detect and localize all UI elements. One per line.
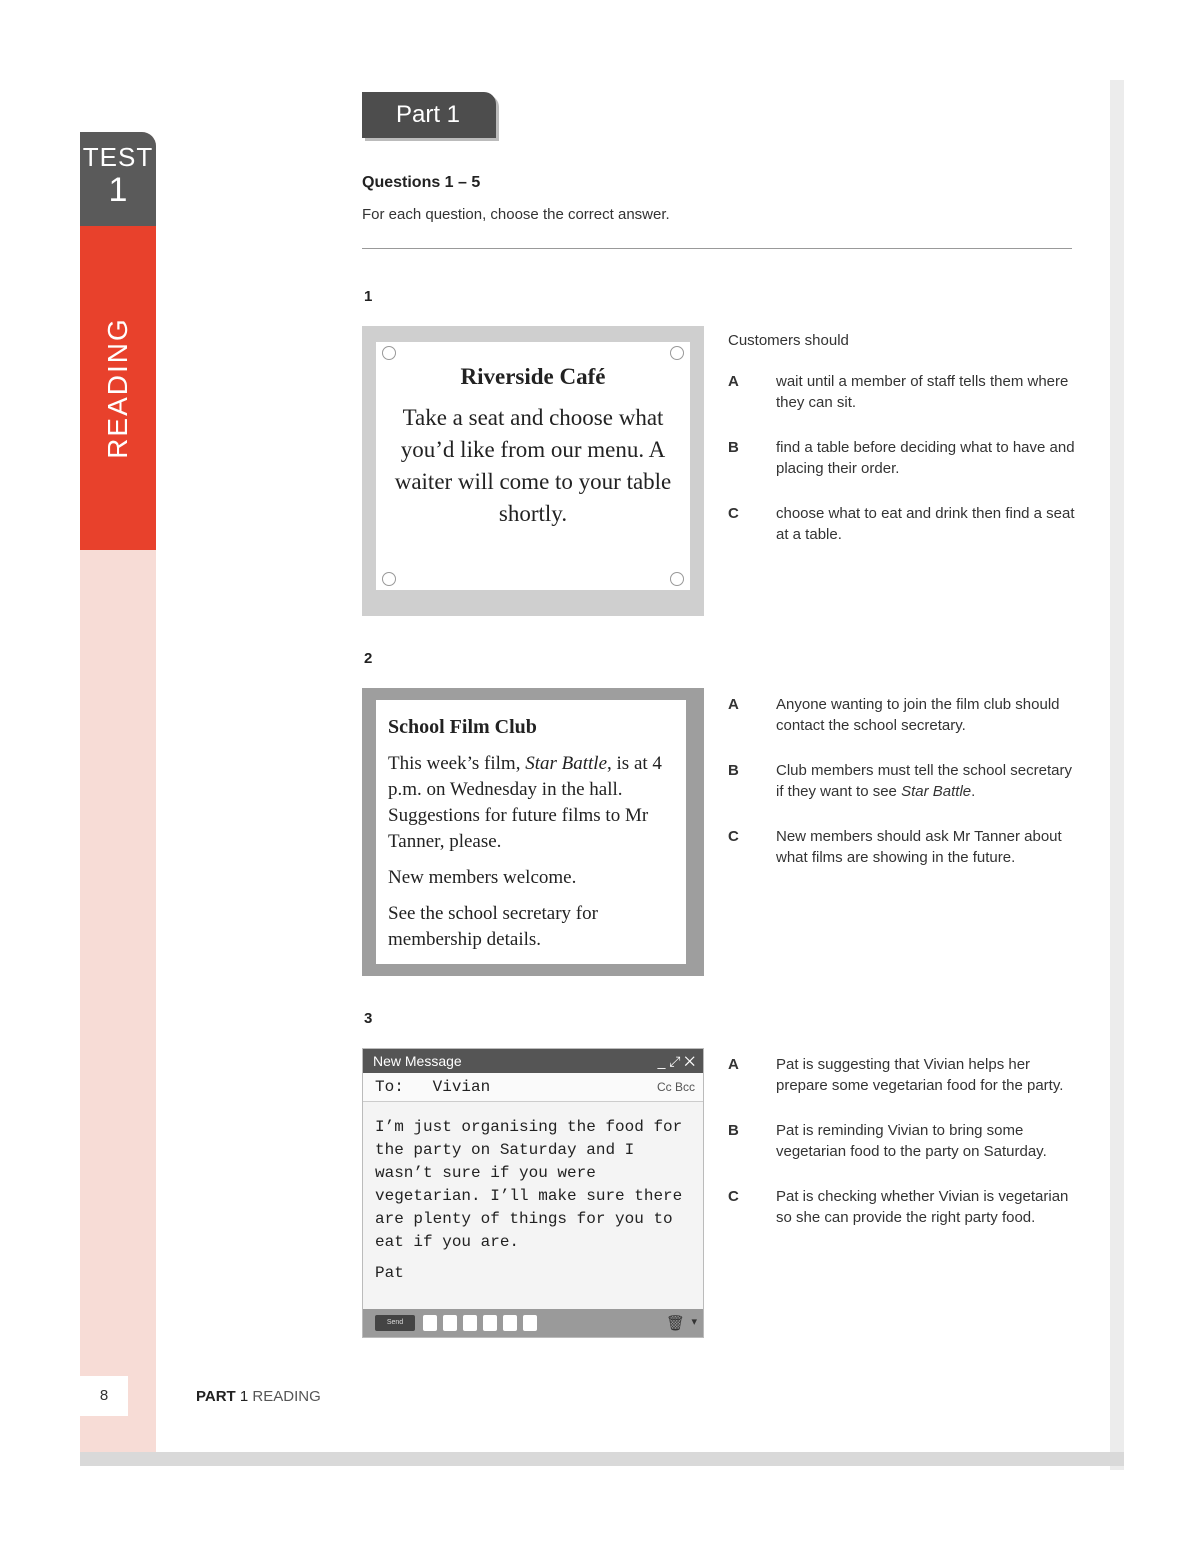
option-2c[interactable] [728,826,1078,868]
message-window [362,1048,704,1338]
sidebar [80,132,156,1452]
film-club-para-1 [388,751,676,855]
option-text: Pat is reminding Vivian to bring some vegetarian food to the party on Saturday. [776,1122,1047,1160]
option-text: Anyone wanting to join the film club should contact the school secretary. [776,696,1060,734]
part-tab: Part 1 [362,92,496,138]
question-2-options [728,694,1078,892]
page-number: 8 [80,1376,128,1416]
option-1a[interactable] [728,371,1078,413]
message-body[interactable]: I’m just organising the food for the party on Saturday and I wasn’t sure if you were vegetarian. I’ll make sure there are plenty of things for you to eat if you are. [375,1118,683,1251]
pin-icon [670,572,684,586]
film-club-para-1-start: This week’s film, [388,753,526,774]
to-value: Vivian [432,1078,491,1096]
film-title: Star Battle [901,783,972,800]
footer-part-label: PART [196,1388,236,1405]
message-title: New Message [373,1053,462,1069]
photo-icon[interactable] [523,1315,537,1331]
chevron-down-icon[interactable]: ▾ [691,1316,697,1328]
questions-range: Questions 1 – 5 [362,174,481,191]
test-word: TEST [82,142,154,172]
message-to-row[interactable] [363,1073,703,1102]
film-title: Star Battle [525,753,608,774]
option-3c[interactable] [728,1186,1078,1228]
option-letter: C [728,1188,739,1205]
message-toolbar [363,1309,703,1337]
message-title-bar [363,1049,703,1073]
film-club-para-1-end: , is at 4 p.m. on Wednesday in the hall. Suggestions for future films to Mr Tanner, please. [388,753,662,852]
footer-section: READING [252,1388,321,1405]
footer-part-number: 1 [239,1388,249,1405]
pin-icon [382,346,396,360]
option-text: Pat is checking whether Vivian is vegetarian so she can provide the right party food. [776,1188,1069,1226]
page-edge-shadow [1110,80,1124,1470]
question-1-options [728,332,1078,569]
option-letter: B [728,1122,739,1139]
question-number-1: 1 [364,288,373,305]
question-1-stem: Customers should [728,332,849,349]
test-number: 1 [108,171,128,209]
send-button[interactable]: Send [375,1315,415,1331]
option-1b[interactable] [728,437,1078,479]
option-text: wait until a member of staff tells them where they can sit. [776,373,1069,411]
option-letter: B [728,439,739,456]
option-2a[interactable] [728,694,1078,736]
option-text [776,762,1072,800]
option-text: New members should ask Mr Tanner about what films are showing in the future. [776,828,1062,866]
window-controls-icon[interactable]: _ ⤢ ✕ [657,1053,695,1069]
divider [362,248,1072,249]
option-3b[interactable] [728,1120,1078,1162]
option-letter: A [728,696,739,713]
page-bottom-shadow [80,1452,1124,1466]
pin-icon [382,572,396,586]
drive-icon[interactable] [503,1315,517,1331]
pin-icon [670,346,684,360]
cafe-notice-body: Take a seat and choose what you’d like from our menu. A waiter will come to your table shortly. [394,405,672,526]
option-letter: C [728,505,739,522]
to-label: To: [375,1078,404,1096]
question-number-3: 3 [364,1010,373,1027]
cc-bcc-link[interactable]: Cc Bcc [656,1080,695,1094]
cafe-notice-title: Riverside Café [460,364,606,389]
emoji-icon[interactable] [483,1315,497,1331]
option-3a[interactable] [728,1054,1078,1096]
message-signature: Pat [375,1264,404,1282]
test-tab [80,132,156,226]
film-club-notice-card [376,700,686,964]
option-letter: C [728,828,739,845]
film-club-para-3: See the school secretary for membership details. [388,903,598,950]
option-text: Pat is suggesting that Vivian helps her prepare some vegetarian food for the party. [776,1056,1064,1094]
cafe-notice [362,326,704,616]
link-icon[interactable] [463,1315,477,1331]
option-1c[interactable] [728,503,1078,545]
option-letter: B [728,762,739,779]
question-3-options [728,1054,1078,1252]
option-text-end: . [971,783,976,800]
option-text: choose what to eat and drink then find a seat at a table. [776,505,1075,543]
attach-icon[interactable] [443,1315,457,1331]
option-letter: A [728,1056,739,1073]
section-tab [80,226,156,550]
film-club-para-2: New members welcome. [388,867,577,888]
option-text-start: Club members must tell the school secretary if they want to see [776,762,1072,800]
film-club-notice [362,688,704,976]
cafe-notice-card [376,342,690,590]
film-club-title: School Film Club [388,716,537,738]
option-text: find a table before deciding what to have and placing their order. [776,439,1075,477]
footer-label [196,1388,321,1405]
instruction: For each question, choose the correct answer. [362,206,670,223]
question-number-2: 2 [364,650,373,667]
option-letter: A [728,373,739,390]
section-label: READING [102,317,133,459]
option-2b[interactable] [728,760,1078,802]
format-icon[interactable] [423,1315,437,1331]
trash-icon[interactable]: 🗑 [665,1315,685,1332]
